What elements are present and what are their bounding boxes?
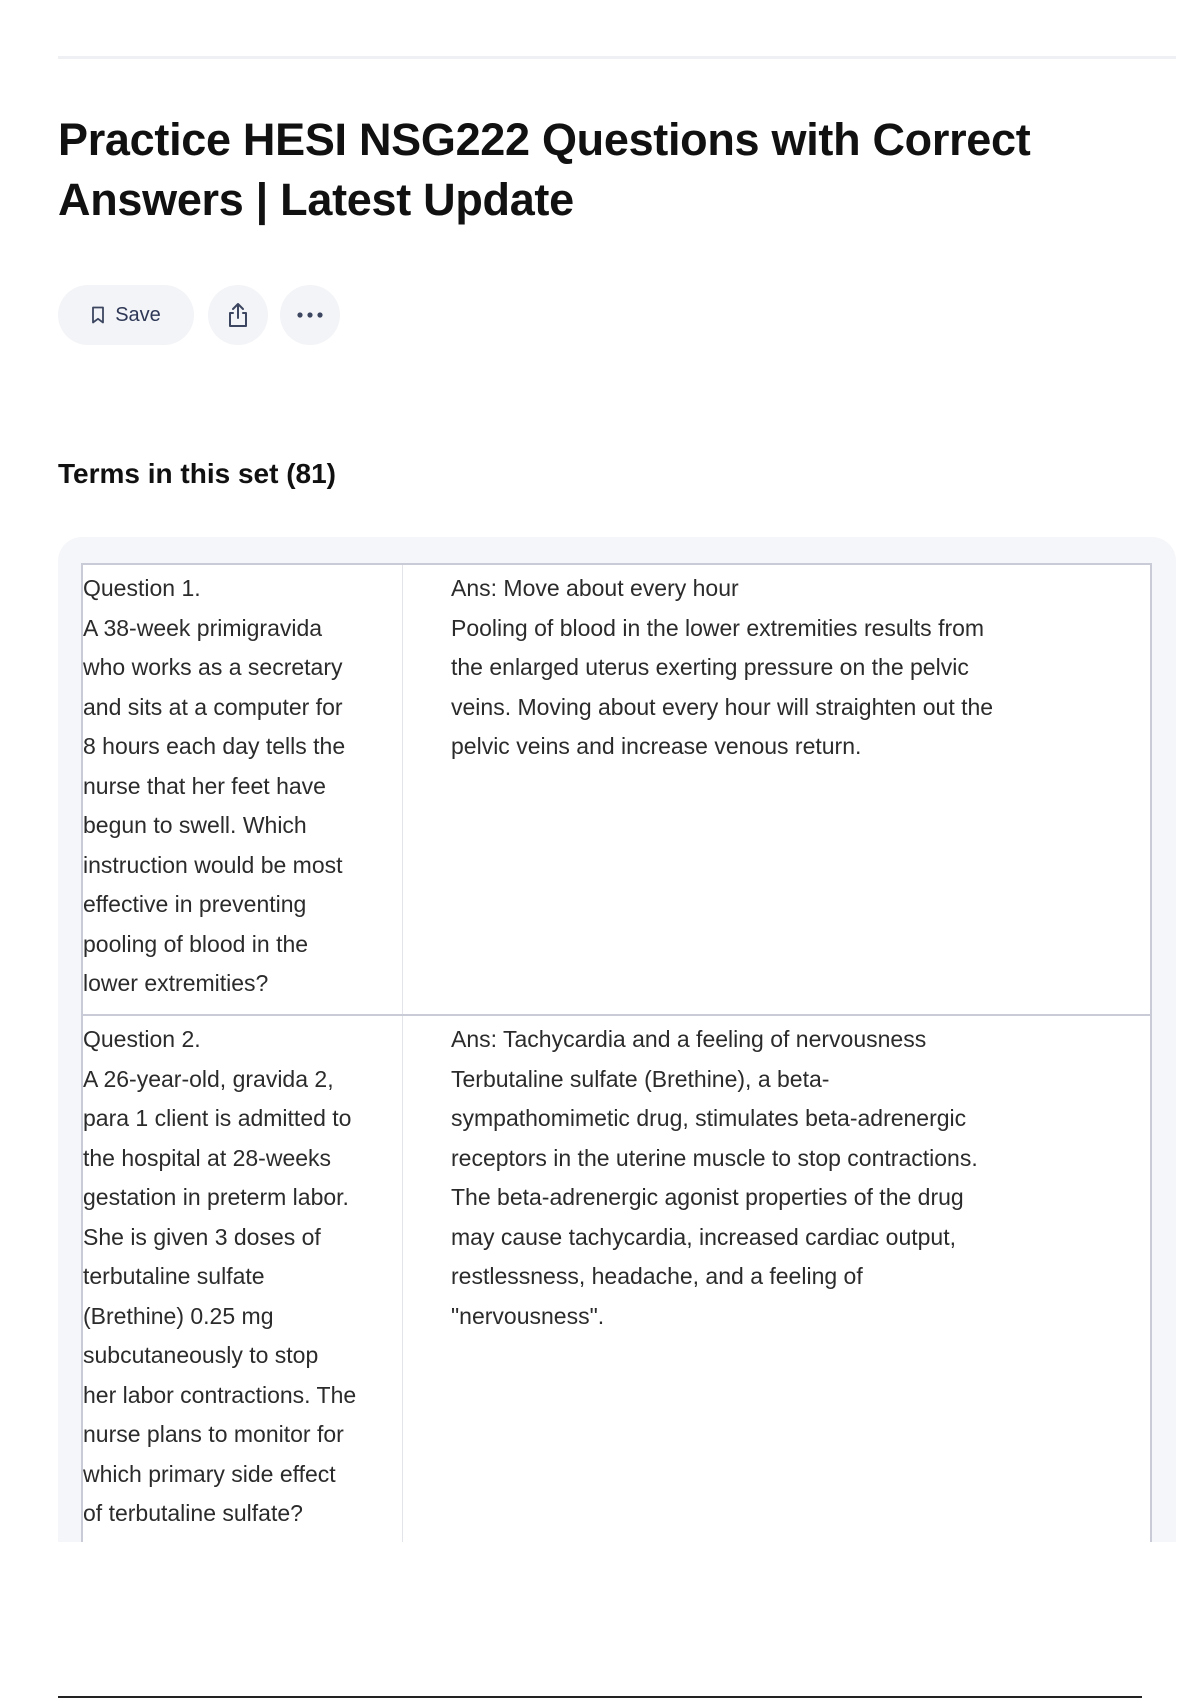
term-text: Question 1. A 38-week primigravida who works as a secretary and sits at a computer for 8 hours each day tells the nurse that her feet have begun to swell. Which instruction would be most effective in preventing pooling of blood in the lower extremities? (83, 575, 346, 996)
bookmark-icon (91, 306, 105, 324)
share-icon (225, 301, 251, 329)
more-horizontal-icon (296, 311, 324, 319)
definition-text: Ans: Move about every hour Pooling of blood in the lower extremities results from the enlarged uterus exerting pressure on the pelvic veins. Moving about every hour will straighten out the pelvic veins and increase venous return. (451, 575, 994, 759)
term-cell (83, 565, 403, 1014)
top-divider (58, 56, 1176, 59)
more-options-button[interactable] (280, 285, 340, 345)
term-text: Question 2. A 26-year-old, gravida 2, para 1 client is admitted to the hospital at 28-weeks gestation in preterm labor. She is given 3 doses of terbutaline sulfate (Brethine) 0.25 mg subcutaneously to stop her labor contractions. The nurse plans to monitor for which primary side effect of terbutaline sulfate? (83, 1026, 357, 1526)
terms-card (58, 537, 1176, 1542)
definition-cell (451, 1016, 1091, 1336)
definition-cell (451, 565, 1091, 767)
term-row (83, 1016, 1150, 1542)
terms-heading: Terms in this set (81) (58, 458, 337, 489)
save-button[interactable] (58, 285, 194, 345)
share-button[interactable] (208, 285, 268, 345)
save-label: Save (115, 303, 161, 326)
page-title: Practice HESI NSG222 Questions with Correct Answers | Latest Update (58, 114, 1031, 225)
terms-table (81, 563, 1152, 1542)
bottom-divider (58, 1696, 1142, 1698)
term-row (83, 565, 1150, 1016)
definition-text: Ans: Tachycardia and a feeling of nervousness Terbutaline sulfate (Brethine), a beta- sympathomimetic drug, stimulates beta-adrenergic receptors in the uterine muscle to stop contractions. The beta-adrenergic agonist properties of the drug may cause tachycardia, increased cardiac output, restlessness, headache, and a feeling of "nervousness". (451, 1026, 978, 1329)
term-cell (83, 1016, 403, 1542)
